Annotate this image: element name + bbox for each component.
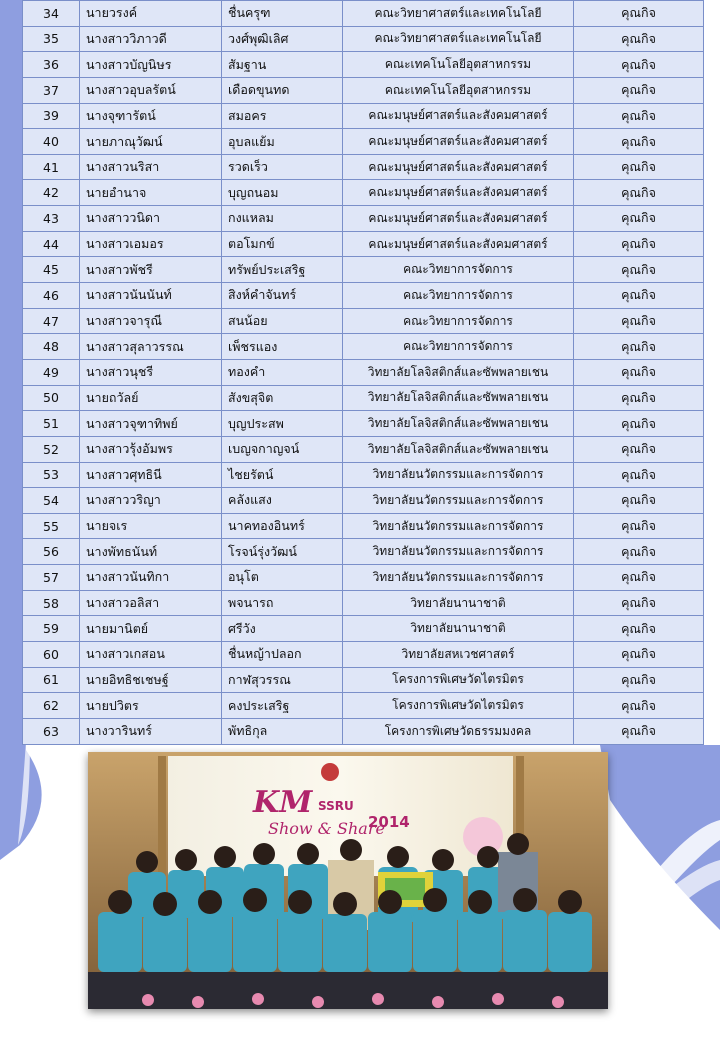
row-faculty: วิทยาลัยนวัตกรรมและการจัดการ [343, 513, 574, 539]
row-faculty: คณะมนุษย์ศาสตร์และสังคมศาสตร์ [343, 103, 574, 129]
row-first-name: นายมานิตย์ [80, 616, 222, 642]
table-row [23, 667, 704, 693]
row-first-name: นางสาววนิดา [80, 206, 222, 232]
row-number: 47 [23, 308, 80, 334]
group-photo-illustration [88, 752, 608, 1009]
row-surname: คลังแสง [222, 488, 343, 514]
row-role: คุณกิจ [574, 334, 704, 360]
row-role: คุณกิจ [574, 642, 704, 668]
row-first-name: นางสาวเกสอน [80, 642, 222, 668]
row-number: 58 [23, 590, 80, 616]
row-first-name: นายถวัลย์ [80, 385, 222, 411]
row-number: 50 [23, 385, 80, 411]
row-faculty: คณะเทคโนโลยีอุตสาหกรรม [343, 52, 574, 78]
row-role: คุณกิจ [574, 590, 704, 616]
row-faculty: คณะมนุษย์ศาสตร์และสังคมศาสตร์ [343, 154, 574, 180]
row-number: 54 [23, 488, 80, 514]
row-role: คุณกิจ [574, 488, 704, 514]
member-table-container [22, 0, 704, 745]
banner-line-text: Show & Share [268, 819, 385, 838]
row-first-name: นายอำนาจ [80, 180, 222, 206]
row-faculty: วิทยาลัยนวัตกรรมและการจัดการ [343, 539, 574, 565]
row-role: คุณกิจ [574, 103, 704, 129]
row-surname: สมอคร [222, 103, 343, 129]
row-first-name: นายอิทธิชเชษฐ์ [80, 667, 222, 693]
group-photo [88, 752, 608, 1009]
table-row [23, 488, 704, 514]
row-first-name: นางสาวอลิสา [80, 590, 222, 616]
row-number: 40 [23, 129, 80, 155]
row-surname: ศรีวัง [222, 616, 343, 642]
table-row [23, 462, 704, 488]
row-number: 62 [23, 693, 80, 719]
row-faculty: วิทยาลัยโลจิสติกส์และซัพพลายเชน [343, 436, 574, 462]
row-surname: เพ็ชรแอง [222, 334, 343, 360]
table-row [23, 283, 704, 309]
row-first-name: นางสาวสุลาวรรณ [80, 334, 222, 360]
table-row [23, 513, 704, 539]
row-first-name: นางสาวจุฑาทิพย์ [80, 411, 222, 437]
table-row [23, 77, 704, 103]
table-row [23, 1, 704, 27]
row-faculty: คณะวิทยาศาสตร์และเทคโนโลยี [343, 1, 574, 27]
row-role: คุณกิจ [574, 206, 704, 232]
member-table [22, 0, 704, 745]
row-role: คุณกิจ [574, 565, 704, 591]
row-first-name: นางสาวนุชรี [80, 359, 222, 385]
row-first-name: นางสาวเอมอร [80, 231, 222, 257]
row-number: 44 [23, 231, 80, 257]
row-number: 34 [23, 1, 80, 27]
row-number: 61 [23, 667, 80, 693]
row-first-name: นายภาณุวัฒน์ [80, 129, 222, 155]
row-role: คุณกิจ [574, 436, 704, 462]
row-number: 60 [23, 642, 80, 668]
row-faculty: วิทยาลัยนวัตกรรมและการจัดการ [343, 565, 574, 591]
row-number: 55 [23, 513, 80, 539]
table-row [23, 411, 704, 437]
row-faculty: โครงการพิเศษวัดไตรมิตร [343, 667, 574, 693]
table-row [23, 718, 704, 744]
row-number: 39 [23, 103, 80, 129]
row-role: คุณกิจ [574, 1, 704, 27]
row-surname: พจนารถ [222, 590, 343, 616]
row-first-name: นางสาววริญา [80, 488, 222, 514]
row-first-name: นางสาวจารุณี [80, 308, 222, 334]
row-surname: ไชยรัตน์ [222, 462, 343, 488]
table-row [23, 154, 704, 180]
row-role: คุณกิจ [574, 513, 704, 539]
row-surname: สิงห์คำจันทร์ [222, 283, 343, 309]
row-first-name: นางสาวนริสา [80, 154, 222, 180]
row-surname: บุญประสพ [222, 411, 343, 437]
row-role: คุณกิจ [574, 129, 704, 155]
row-number: 37 [23, 77, 80, 103]
row-faculty: คณะมนุษย์ศาสตร์และสังคมศาสตร์ [343, 129, 574, 155]
table-row [23, 129, 704, 155]
row-number: 57 [23, 565, 80, 591]
row-faculty: คณะวิทยาการจัดการ [343, 283, 574, 309]
row-surname: ชื่นหญ้าปลอก [222, 642, 343, 668]
table-row [23, 693, 704, 719]
row-surname: ตอโมกข์ [222, 231, 343, 257]
row-surname: อนุโต [222, 565, 343, 591]
row-role: คุณกิจ [574, 462, 704, 488]
row-role: คุณกิจ [574, 26, 704, 52]
row-faculty: คณะมนุษย์ศาสตร์และสังคมศาสตร์ [343, 231, 574, 257]
row-number: 51 [23, 411, 80, 437]
row-surname: นาคทองอินทร์ [222, 513, 343, 539]
table-row [23, 616, 704, 642]
row-surname: กงแหลม [222, 206, 343, 232]
table-row [23, 642, 704, 668]
row-surname: ชื่นครุฑ [222, 1, 343, 27]
row-first-name: นางสาวอุบลรัตน์ [80, 77, 222, 103]
table-row [23, 590, 704, 616]
table-row [23, 539, 704, 565]
row-first-name: นางสาวนันนันท์ [80, 283, 222, 309]
row-role: คุณกิจ [574, 693, 704, 719]
row-surname: อุบลแย้ม [222, 129, 343, 155]
row-number: 59 [23, 616, 80, 642]
row-faculty: คณะวิทยาการจัดการ [343, 334, 574, 360]
row-surname: ทองคำ [222, 359, 343, 385]
row-role: คุณกิจ [574, 667, 704, 693]
row-role: คุณกิจ [574, 539, 704, 565]
row-role: คุณกิจ [574, 52, 704, 78]
table-row [23, 385, 704, 411]
row-first-name: นายจเร [80, 513, 222, 539]
row-faculty: วิทยาลัยโลจิสติกส์และซัพพลายเชน [343, 359, 574, 385]
row-faculty: วิทยาลัยนวัตกรรมและการจัดการ [343, 462, 574, 488]
row-first-name: นางสาวพัชรี [80, 257, 222, 283]
row-number: 35 [23, 26, 80, 52]
row-number: 49 [23, 359, 80, 385]
row-surname: วงศ์พุฒิเลิศ [222, 26, 343, 52]
row-role: คุณกิจ [574, 411, 704, 437]
row-surname: สังขสุจิต [222, 385, 343, 411]
table-row [23, 103, 704, 129]
row-number: 41 [23, 154, 80, 180]
row-role: คุณกิจ [574, 385, 704, 411]
row-number: 63 [23, 718, 80, 744]
row-first-name: นางพัทธนันท์ [80, 539, 222, 565]
row-first-name: นายวรงค์ [80, 1, 222, 27]
banner-ssru-text: SSRU [318, 799, 354, 813]
row-first-name: นางสาวนันทิกา [80, 565, 222, 591]
row-surname: เดือดขุนทด [222, 77, 343, 103]
row-surname: สัมฐาน [222, 52, 343, 78]
row-surname: บุญถนอม [222, 180, 343, 206]
table-row [23, 52, 704, 78]
row-faculty: คณะวิทยาการจัดการ [343, 257, 574, 283]
row-role: คุณกิจ [574, 231, 704, 257]
row-faculty: วิทยาลัยนานาชาติ [343, 590, 574, 616]
row-faculty: คณะมนุษย์ศาสตร์และสังคมศาสตร์ [343, 180, 574, 206]
member-table-body [23, 1, 704, 745]
banner-year-text: 2014 [368, 813, 410, 831]
row-first-name: นางวารินทร์ [80, 718, 222, 744]
row-faculty: คณะเทคโนโลยีอุตสาหกรรม [343, 77, 574, 103]
row-role: คุณกิจ [574, 616, 704, 642]
row-number: 53 [23, 462, 80, 488]
table-row [23, 565, 704, 591]
row-number: 36 [23, 52, 80, 78]
row-faculty: คณะวิทยาศาสตร์และเทคโนโลยี [343, 26, 574, 52]
row-faculty: วิทยาลัยโลจิสติกส์และซัพพลายเชน [343, 385, 574, 411]
row-faculty: วิทยาลัยโลจิสติกส์และซัพพลายเชน [343, 411, 574, 437]
table-row [23, 334, 704, 360]
row-first-name: นายปวิตร [80, 693, 222, 719]
row-surname: รวดเร็ว [222, 154, 343, 180]
row-surname: สนน้อย [222, 308, 343, 334]
row-faculty: วิทยาลัยนานาชาติ [343, 616, 574, 642]
row-faculty: คณะวิทยาการจัดการ [343, 308, 574, 334]
row-faculty: โครงการพิเศษวัดธรรมมงคล [343, 718, 574, 744]
table-row [23, 359, 704, 385]
row-number: 52 [23, 436, 80, 462]
row-first-name: นางสาวรุ้งอัมพร [80, 436, 222, 462]
table-row [23, 206, 704, 232]
row-number: 45 [23, 257, 80, 283]
row-surname: คงประเสริฐ [222, 693, 343, 719]
row-surname: โรจน์รุ่งวัฒน์ [222, 539, 343, 565]
row-surname: กาฬสุวรรณ [222, 667, 343, 693]
row-number: 42 [23, 180, 80, 206]
row-role: คุณกิจ [574, 283, 704, 309]
row-role: คุณกิจ [574, 308, 704, 334]
row-role: คุณกิจ [574, 154, 704, 180]
table-row [23, 257, 704, 283]
table-row [23, 308, 704, 334]
row-number: 46 [23, 283, 80, 309]
row-role: คุณกิจ [574, 77, 704, 103]
row-role: คุณกิจ [574, 718, 704, 744]
row-role: คุณกิจ [574, 359, 704, 385]
row-faculty: วิทยาลัยนวัตกรรมและการจัดการ [343, 488, 574, 514]
row-number: 56 [23, 539, 80, 565]
row-first-name: นางสาววิภาวดี [80, 26, 222, 52]
banner-km-text: KM [253, 785, 313, 820]
row-surname: ทรัพย์ประเสริฐ [222, 257, 343, 283]
row-first-name: นางจุฑารัตน์ [80, 103, 222, 129]
table-row [23, 180, 704, 206]
row-role: คุณกิจ [574, 257, 704, 283]
table-row [23, 436, 704, 462]
row-first-name: นางสาวศุทธินี [80, 462, 222, 488]
row-role: คุณกิจ [574, 180, 704, 206]
row-surname: เบญจกาญจน์ [222, 436, 343, 462]
row-number: 43 [23, 206, 80, 232]
row-faculty: วิทยาลัยสหเวชศาสตร์ [343, 642, 574, 668]
row-surname: พัทธิกุล [222, 718, 343, 744]
row-faculty: โครงการพิเศษวัดไตรมิตร [343, 693, 574, 719]
table-row [23, 26, 704, 52]
table-row [23, 231, 704, 257]
row-number: 48 [23, 334, 80, 360]
row-first-name: นางสาวบัญนิษร [80, 52, 222, 78]
row-faculty: คณะมนุษย์ศาสตร์และสังคมศาสตร์ [343, 206, 574, 232]
